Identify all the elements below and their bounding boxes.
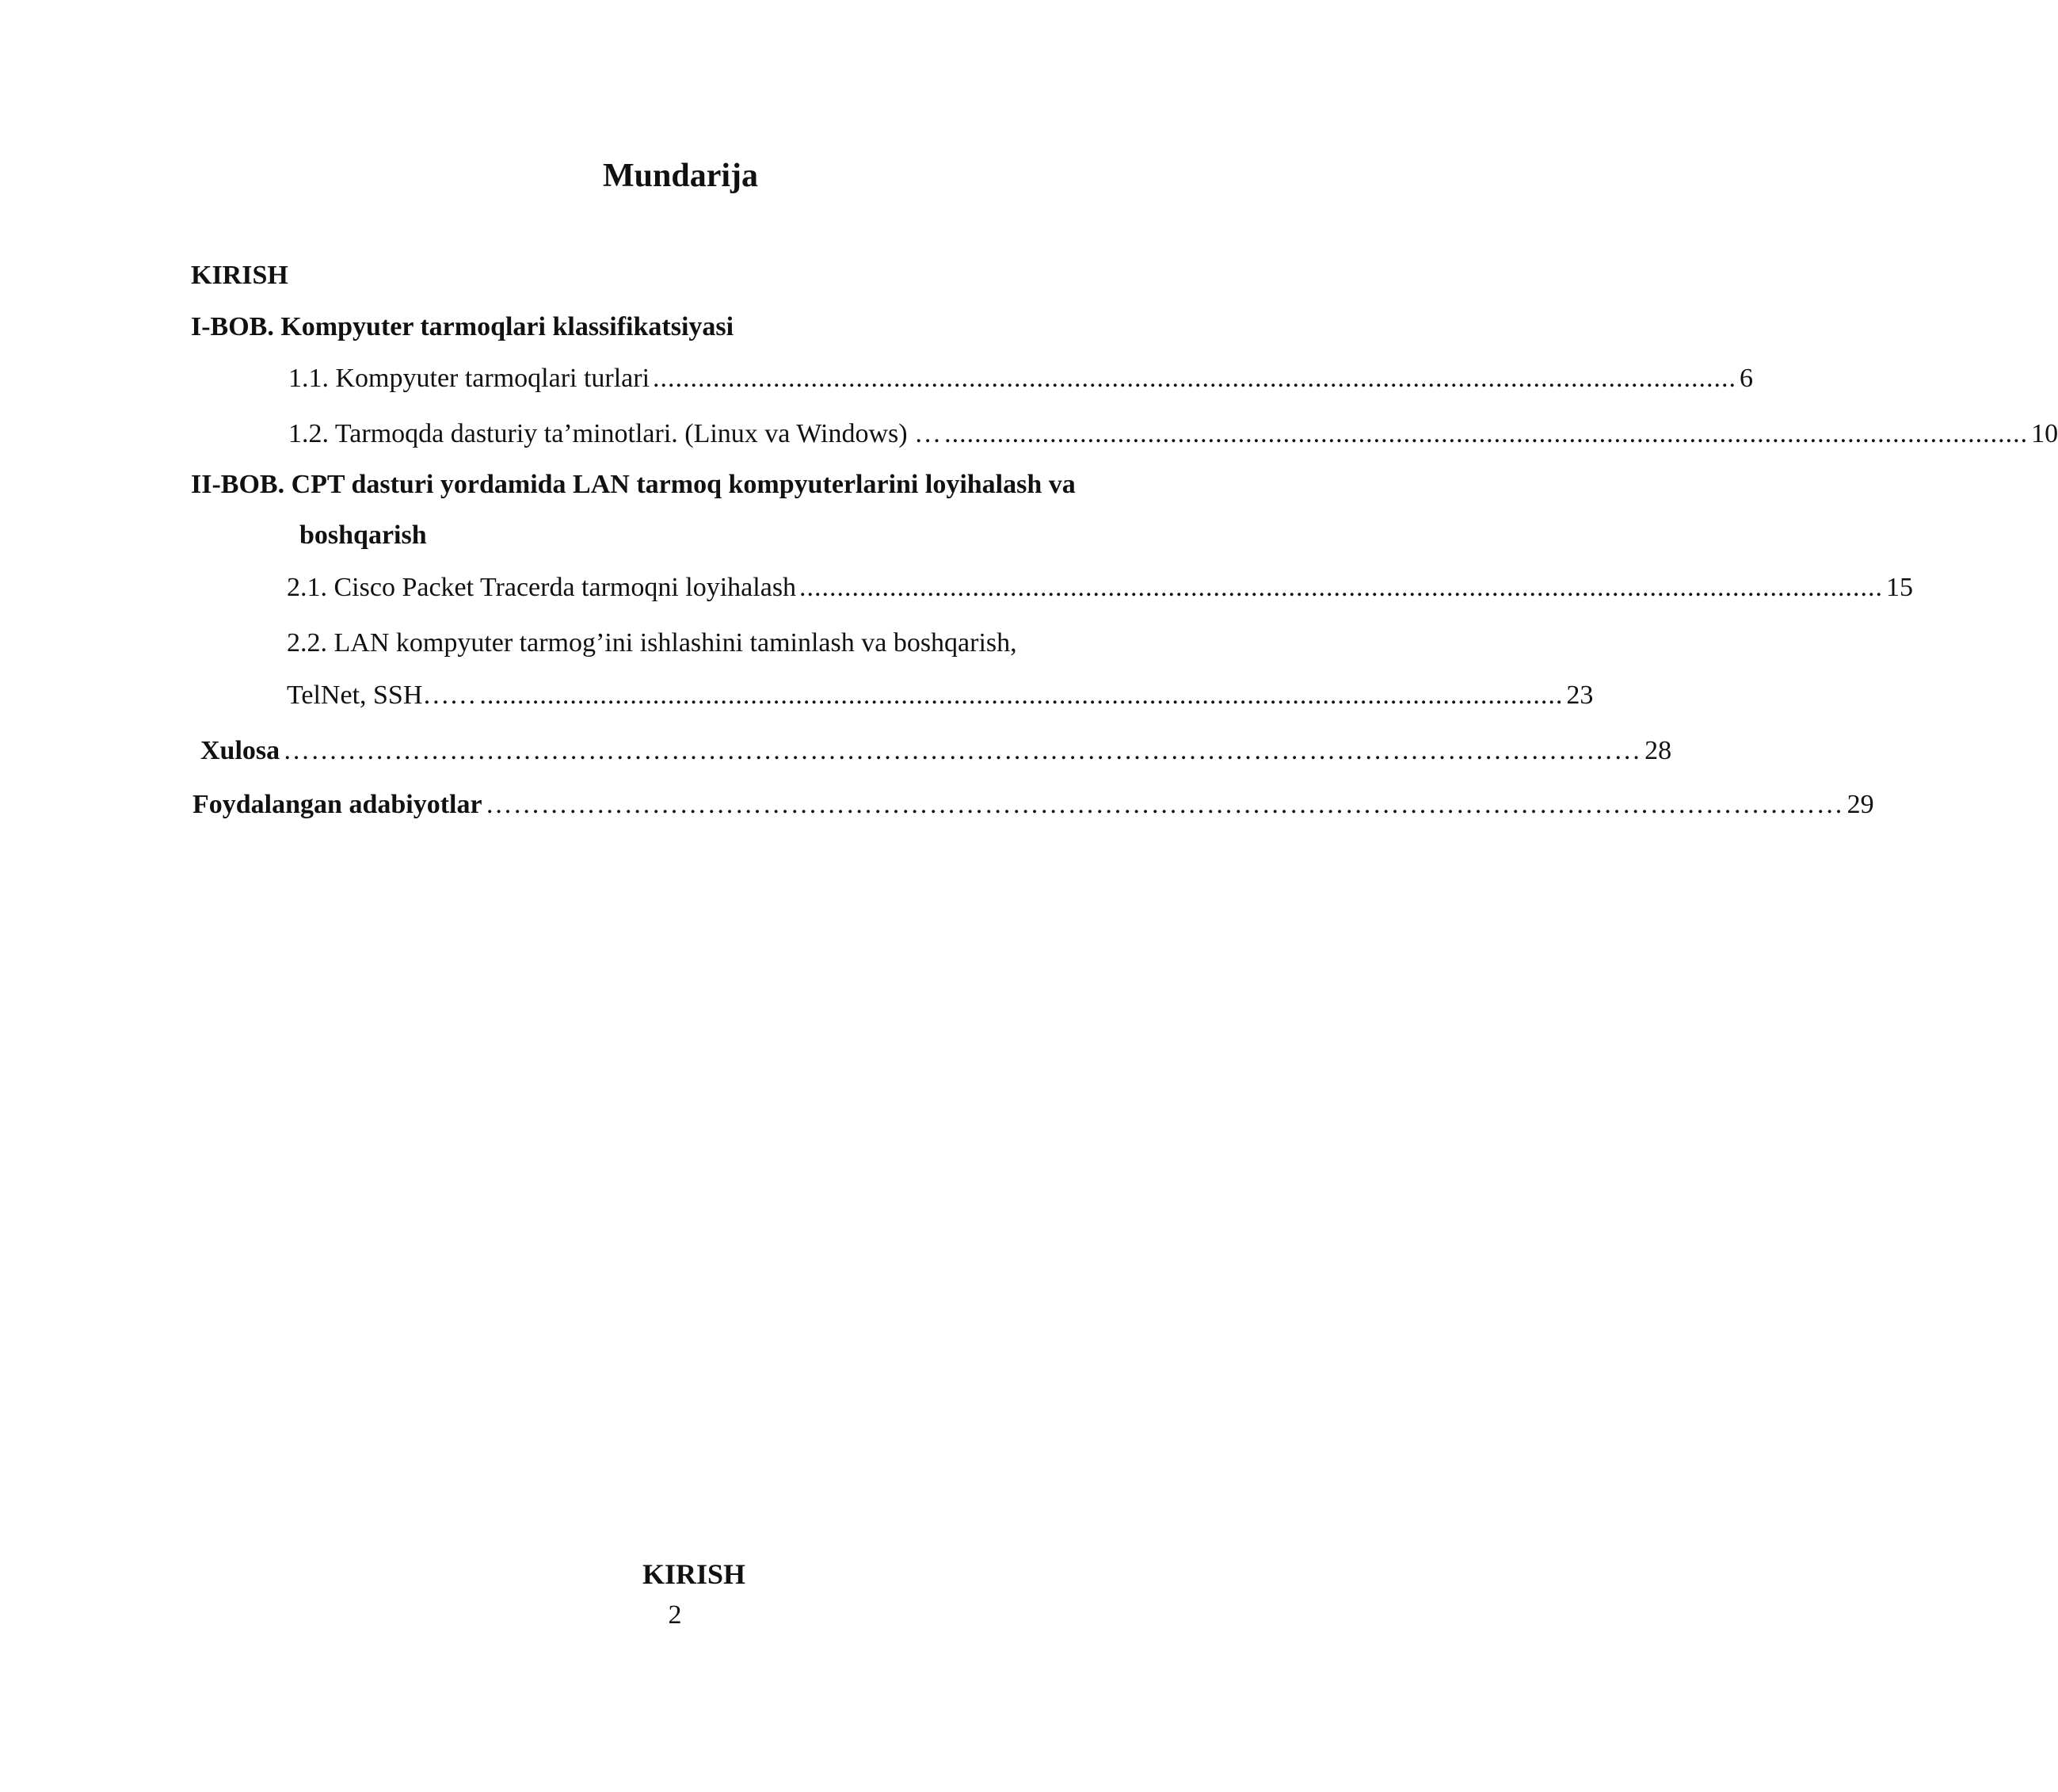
toc-entry-1-2[interactable] (288, 417, 2058, 452)
dot-leader: ................................................................................................................................................ (799, 573, 1884, 602)
dot-leader: ................................................................................................................................................ (653, 364, 1737, 393)
toc-page-number: 6 (1740, 364, 1754, 393)
toc-entry-label: 1.2. Tarmoqda dasturiy ta’minotlari. (Linux va Windows) … (288, 419, 942, 448)
toc-entry-label: TelNet, SSH…… (287, 681, 477, 710)
dot-leader: ………………………………………………………………………………………………………………………………… (283, 736, 1642, 765)
toc-chapter1-heading: I-BOB. Kompyuter tarmoqlari klassifikatsiyasi (191, 312, 734, 341)
toc-page-number: 28 (1644, 736, 1672, 765)
toc-entry-label: 2.1. Cisco Packet Tracerda tarmoqni loyihalash (287, 573, 797, 602)
toc-page-number: 15 (1886, 573, 1914, 602)
page-number: 2 (668, 1600, 682, 1630)
toc-entry-label: 1.1. Kompyuter tarmoqlari turlari (288, 364, 650, 393)
toc-entry-references[interactable] (192, 787, 1874, 822)
page-title: Mundarija (602, 158, 758, 194)
toc-chapter2-heading-line1: II-BOB. CPT dasturi yordamida LAN tarmoq kompyuterlarini loyihalash va (191, 470, 1076, 499)
toc-entry-1-1[interactable] (288, 361, 1754, 396)
section-heading-intro: KIRISH (642, 1558, 746, 1590)
toc-intro: KIRISH (191, 261, 288, 290)
toc-entry-label: Foydalangan adabiyotlar (192, 790, 482, 819)
toc-page-number: 10 (2031, 419, 2058, 448)
toc-entry-conclusion[interactable] (200, 734, 1672, 768)
toc-entry-2-1[interactable] (287, 570, 1914, 605)
dot-leader: ................................................................................................................................................ (944, 419, 2029, 448)
toc-page-number: 23 (1566, 681, 1594, 710)
toc-entry-2-2[interactable] (287, 678, 1594, 713)
dot-leader: ................................................................................................................................................ (479, 681, 1564, 710)
dot-leader: ………………………………………………………………………………………………………………………………… (485, 790, 1844, 819)
toc-page-number: 29 (1846, 790, 1874, 819)
toc-entry-2-2-line1[interactable]: 2.2. LAN kompyuter tarmog’ini ishlashini taminlash va boshqarish, (287, 628, 1017, 658)
toc-entry-label: Xulosa (200, 736, 280, 765)
toc-chapter2-heading-line2: boshqarish (299, 520, 427, 550)
